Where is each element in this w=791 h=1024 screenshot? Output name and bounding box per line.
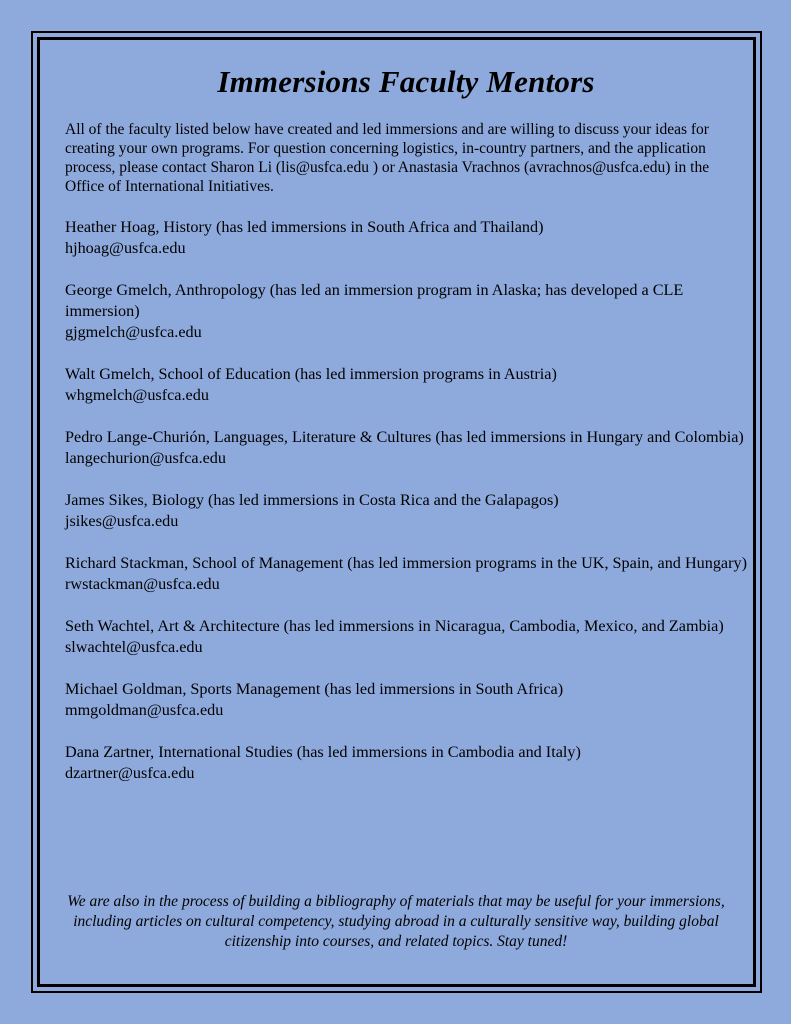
mentor-entry — [65, 364, 747, 406]
mentor-description: Seth Wachtel, Art & Architecture (has led immersions in Nicaragua, Cambodia, Mexico, and Zambia) — [65, 617, 724, 635]
mentor-description: Michael Goldman, Sports Management (has led immersions in South Africa) — [65, 680, 564, 698]
mentor-description: Pedro Lange-Churión, Languages, Literature & Cultures (has led immersions in Hungary and Colombia) — [65, 428, 744, 446]
mentor-email: gjgmelch@usfca.edu — [65, 323, 202, 341]
intro-paragraph: All of the faculty listed below have created and led immersions and are willing to discuss your ideas for creating your own programs. For question concerning logistics, in-country partners, and the application process, please contact Sharon Li (lis@usfca.edu ) or Anastasia Vrachnos (avrachnos@usfca.edu) in the Office of International Initiatives. — [65, 121, 710, 195]
mentor-entry — [65, 490, 747, 532]
mentor-email: langechurion@usfca.edu — [65, 449, 226, 467]
mentor-entry — [65, 679, 747, 721]
mentor-entry — [65, 427, 747, 469]
mentor-entry — [65, 553, 747, 595]
mentor-email: rwstackman@usfca.edu — [65, 575, 220, 593]
mentor-description: Dana Zartner, International Studies (has led immersions in Cambodia and Italy) — [65, 743, 581, 761]
mentor-email: jsikes@usfca.edu — [65, 512, 179, 530]
page-title: Immersions Faculty Mentors — [217, 64, 595, 99]
mentor-description: Walt Gmelch, School of Education (has led immersion programs in Austria) — [65, 365, 557, 383]
mentor-description: James Sikes, Biology (has led immersions in Costa Rica and the Galapagos) — [65, 491, 559, 509]
mentor-entry — [65, 616, 747, 658]
mentor-email: mmgoldman@usfca.edu — [65, 701, 224, 719]
mentor-entry — [65, 742, 747, 784]
mentor-entry — [65, 280, 747, 343]
mentor-email: slwachtel@usfca.edu — [65, 638, 203, 656]
mentor-description: Heather Hoag, History (has led immersions in South Africa and Thailand) — [65, 218, 544, 236]
closing-note: We are also in the process of building a bibliography of materials that may be useful for your immersions, including articles on cultural competency, studying abroad in a culturally sensitive way, building global citizenship into courses, and related topics. Stay tuned! — [67, 892, 725, 950]
mentor-entry — [65, 217, 747, 259]
mentor-email: whgmelch@usfca.edu — [65, 386, 209, 404]
mentor-email: hjhoag@usfca.edu — [65, 239, 186, 257]
mentor-email: dzartner@usfca.edu — [65, 764, 195, 782]
mentor-description: George Gmelch, Anthropology (has led an immersion program in Alaska; has developed a CLE immersion) — [65, 281, 684, 320]
flyer-content — [65, 62, 747, 784]
mentor-description: Richard Stackman, School of Management (has led immersion programs in the UK, Spain, and Hungary) — [65, 554, 747, 572]
